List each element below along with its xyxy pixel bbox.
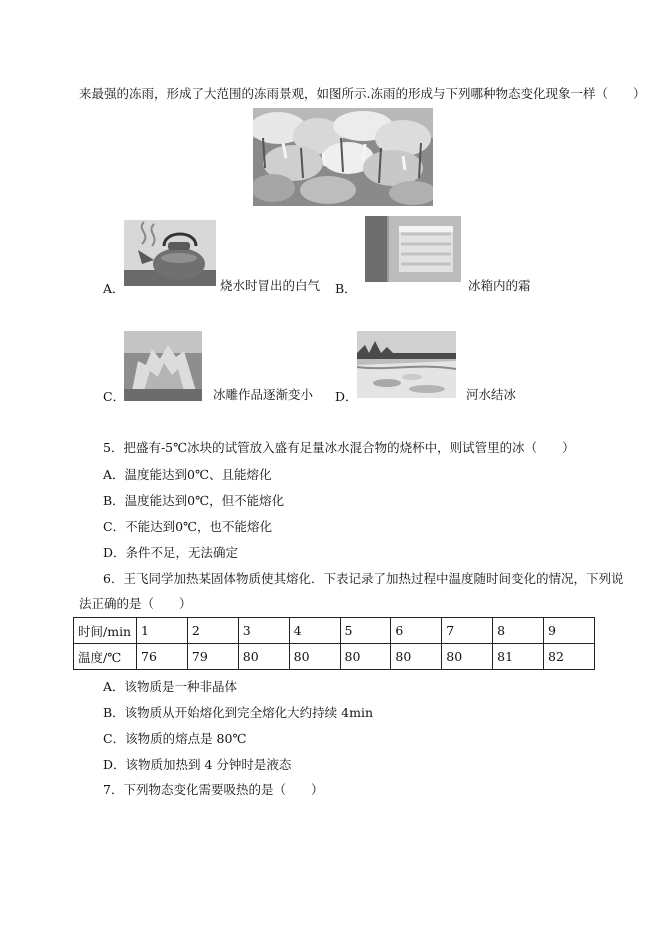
freezing-rain-photo	[253, 108, 433, 206]
temperature-cell: 81	[493, 644, 544, 670]
option-c-text: 冰雕作品逐渐变小	[213, 387, 314, 402]
option-d-letter: D．	[335, 389, 358, 404]
frozen-river-photo	[357, 331, 456, 398]
q6-stem-line2: 法正确的是（ ）	[79, 596, 192, 611]
time-cell: 3	[238, 618, 289, 644]
kettle-photo	[124, 220, 216, 286]
row-header-time: 时间/min	[74, 618, 137, 644]
option-a-text: 烧水时冒出的白气	[220, 278, 321, 293]
option-b-letter: B．	[335, 281, 357, 296]
time-cell: 9	[544, 618, 595, 644]
question-intro-line: 来最强的冻雨，形成了大范围的冻雨景观，如图所示.冻雨的形成与下列哪种物态变化现象一样（ ）	[79, 86, 646, 101]
temperature-cell: 76	[137, 644, 188, 670]
temperature-cell: 80	[391, 644, 442, 670]
time-cell: 4	[289, 618, 340, 644]
option-c-letter: C．	[103, 389, 126, 404]
table-row-temperature	[74, 644, 595, 670]
q5-option-d: D．条件不足，无法确定	[103, 545, 239, 560]
freezer-frost-photo	[365, 216, 461, 282]
row-header-temperature: 温度/℃	[74, 644, 137, 670]
time-cell: 7	[442, 618, 493, 644]
time-cell: 1	[137, 618, 188, 644]
q5-option-b: B．温度能达到0℃，但不能熔化	[103, 493, 285, 508]
temperature-cell: 80	[289, 644, 340, 670]
q6-option-a: A．该物质是一种非晶体	[103, 679, 238, 694]
q6-option-c: C．该物质的熔点是 80℃	[103, 731, 247, 746]
temperature-cell: 80	[238, 644, 289, 670]
time-cell: 8	[493, 618, 544, 644]
temperature-cell: 80	[340, 644, 391, 670]
option-b-text: 冰箱内的霜	[468, 278, 531, 293]
table-row-time	[74, 618, 595, 644]
time-cell: 2	[187, 618, 238, 644]
temperature-cell: 80	[442, 644, 493, 670]
q6-option-d: D．该物质加热到 4 分钟时是液态	[103, 757, 292, 772]
ice-sculpture-photo	[124, 331, 202, 401]
temperature-cell: 82	[544, 644, 595, 670]
q5-option-c: C．不能达到0℃，也不能熔化	[103, 519, 273, 534]
q5-option-a: A．温度能达到0℃、且能熔化	[103, 467, 272, 482]
q5-stem: 5．把盛有-5℃冰块的试管放入盛有足量冰水混合物的烧杯中，则试管里的冰（ ）	[103, 440, 575, 455]
q6-option-b: B．该物质从开始熔化到完全熔化大约持续 4min	[103, 705, 374, 720]
option-d-text: 河水结冰	[466, 387, 517, 402]
temperature-cell: 79	[187, 644, 238, 670]
q7-stem: 7．下列物态变化需要吸热的是（ ）	[103, 782, 324, 797]
option-a-letter: A．	[103, 281, 125, 296]
time-cell: 6	[391, 618, 442, 644]
q6-stem-line1: 6．王飞同学加热某固体物质使其熔化．下表记录了加热过程中温度随时间变化的情况，下列说	[103, 571, 624, 586]
time-temperature-table	[73, 617, 595, 670]
time-cell: 5	[340, 618, 391, 644]
